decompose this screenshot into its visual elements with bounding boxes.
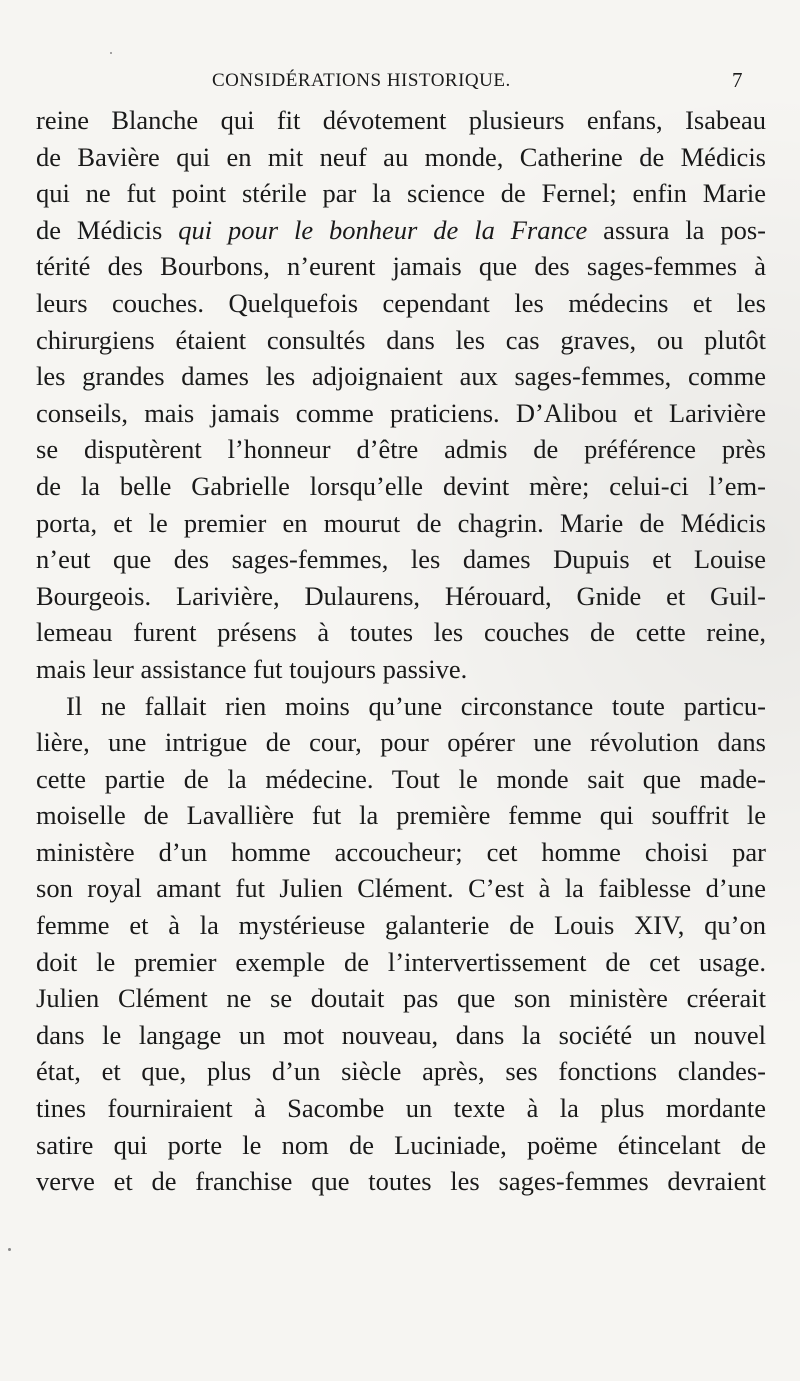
running-title: CONSIDÉRATIONS HISTORIQUE. bbox=[212, 70, 511, 91]
text-line: lemeau furent présens à toutes les couches de cette reine, bbox=[36, 617, 766, 648]
text-line: Bourgeois. Larivière, Dulaurens, Hérouard, Gnide et Guil- bbox=[36, 580, 766, 611]
text-line: les grandes dames les adjoignaient aux sages-femmes, comme bbox=[36, 361, 766, 392]
text-line: état, et que, plus d’un siècle après, ses fonctions clandes- bbox=[36, 1056, 766, 1087]
body-text bbox=[36, 102, 766, 1200]
text-line: femme et à la mystérieuse galanterie de Louis XIV, qu’on bbox=[36, 910, 766, 941]
page-number: 7 bbox=[732, 68, 743, 92]
text-line: porta, et le premier en mourut de chagrin. Marie de Médicis bbox=[36, 507, 766, 538]
text-line: cette partie de la médecine. Tout le monde sait que made- bbox=[36, 763, 766, 794]
text-line: Il ne fallait rien moins qu’une circonstance toute particu- bbox=[66, 690, 766, 721]
text-line: de Bavière qui en mit neuf au monde, Catherine de Médicis bbox=[36, 141, 766, 172]
text-line: reine Blanche qui fit dévotement plusieurs enfans, Isabeau bbox=[36, 105, 766, 135]
text-line: qui ne fut point stérile par la science de Fernel; enfin Marie bbox=[36, 178, 766, 209]
text-line: satire qui porte le nom de Luciniade, poëme étincelant de bbox=[36, 1129, 766, 1160]
text-segment: assura la pos- bbox=[587, 214, 767, 245]
text-line: n’eut que des sages-femmes, les dames Dupuis et Louise bbox=[36, 544, 766, 575]
text-line: doit le premier exemple de l’intervertissement de cet usage. bbox=[36, 946, 766, 977]
paper-speck bbox=[110, 52, 112, 54]
text-line: Julien Clément ne se doutait pas que son ministère créerait bbox=[36, 983, 766, 1014]
text-line: chirurgiens étaient consultés dans les cas graves, ou plutôt bbox=[36, 324, 766, 355]
text-line: tines fourniraient à Sacombe un texte à la plus mordante bbox=[36, 1093, 766, 1124]
text-line: moiselle de Lavallière fut la première femme qui souffrit le bbox=[36, 800, 766, 831]
text-line: ministère d’un homme accoucheur; cet homme choisi par bbox=[36, 836, 766, 867]
text-line: conseils, mais jamais comme praticiens. D’Alibou et Larivière bbox=[36, 397, 766, 428]
text-line: verve et de franchise que toutes les sages-femmes devraient bbox=[36, 1166, 766, 1197]
italic-phrase: qui pour le bonheur de la France bbox=[178, 214, 588, 245]
text-line: de la belle Gabrielle lorsqu’elle devint mère; celui-ci l’em- bbox=[36, 470, 766, 501]
paper-speck bbox=[8, 1248, 11, 1251]
text-line: leurs couches. Quelquefois cependant les médecins et les bbox=[36, 287, 766, 318]
text-line: son royal amant fut Julien Clément. C’est à la faiblesse d’une bbox=[36, 873, 766, 904]
text-line: lière, une intrigue de cour, pour opérer une révolution dans bbox=[36, 727, 766, 758]
paragraph-2 bbox=[36, 688, 766, 1200]
text-line: mais leur assistance fut toujours passive. bbox=[36, 653, 468, 684]
text-line: dans le langage un mot nouveau, dans la société un nouvel bbox=[36, 1019, 766, 1050]
paragraph-1 bbox=[36, 102, 766, 688]
text-segment: de Médicis bbox=[36, 214, 179, 245]
text-line bbox=[36, 212, 766, 249]
text-line: se disputèrent l’honneur d’être admis de préférence près bbox=[36, 434, 766, 465]
text-line: térité des Bourbons, n’eurent jamais que des sages-femmes à bbox=[36, 251, 766, 282]
